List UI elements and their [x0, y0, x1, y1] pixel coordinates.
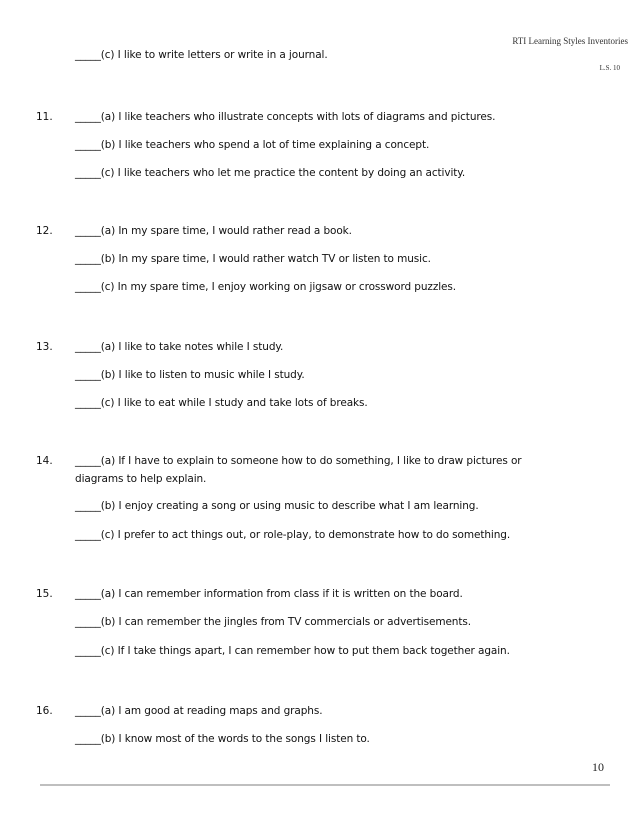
question-option: _____(c) I prefer to act things out, or role-play, to demonstrate how to do something.	[75, 529, 511, 541]
footer-divider	[40, 784, 610, 786]
question-option: _____(c) I like teachers who let me practice the content by doing an activity.	[75, 167, 466, 179]
question-option: _____(b) I can remember the jingles from TV commercials or advertisements.	[75, 616, 471, 628]
question-option: _____(b) I like to listen to music while I study.	[75, 369, 305, 381]
question-option: _____(c) If I take things apart, I can remember how to put them back together again.	[75, 645, 510, 657]
question-number: 16.	[36, 705, 53, 717]
header-code: L.S. 10	[599, 64, 620, 72]
page-number: 10	[592, 760, 604, 774]
question-option: _____(b) I enjoy creating a song or using music to describe what I am learning.	[75, 500, 479, 512]
question-option: _____(a) I can remember information from class if it is written on the board.	[75, 588, 463, 600]
header-title: RTI Learning Styles Inventories	[512, 36, 628, 46]
question-option: _____(a) I like teachers who illustrate concepts with lots of diagrams and pictures.	[75, 111, 496, 123]
question-option: _____(c) In my spare time, I enjoy working on jigsaw or crossword puzzles.	[75, 281, 457, 293]
question-option: _____(a) I like to take notes while I study.	[75, 341, 284, 353]
question-option: _____(b) I know most of the words to the songs I listen to.	[75, 733, 370, 745]
question-option-continuation: diagrams to help explain.	[75, 473, 207, 485]
question-option: _____(a) If I have to explain to someone how to do something, I like to draw pictures or	[75, 455, 522, 467]
question-option: _____(b) In my spare time, I would rather watch TV or listen to music.	[75, 253, 431, 265]
question-option: _____(c) I like to eat while I study and take lots of breaks.	[75, 397, 368, 409]
question-option: _____(a) In my spare time, I would rather read a book.	[75, 225, 352, 237]
question-number: 13.	[36, 341, 53, 353]
carryover-option: _____(c) I like to write letters or write in a journal.	[75, 49, 328, 61]
question-number: 14.	[36, 455, 53, 467]
question-number: 15.	[36, 588, 53, 600]
question-option: _____(b) I like teachers who spend a lot of time explaining a concept.	[75, 139, 430, 151]
question-number: 12.	[36, 225, 53, 237]
question-number: 11.	[36, 111, 53, 123]
question-option: _____(a) I am good at reading maps and graphs.	[75, 705, 323, 717]
